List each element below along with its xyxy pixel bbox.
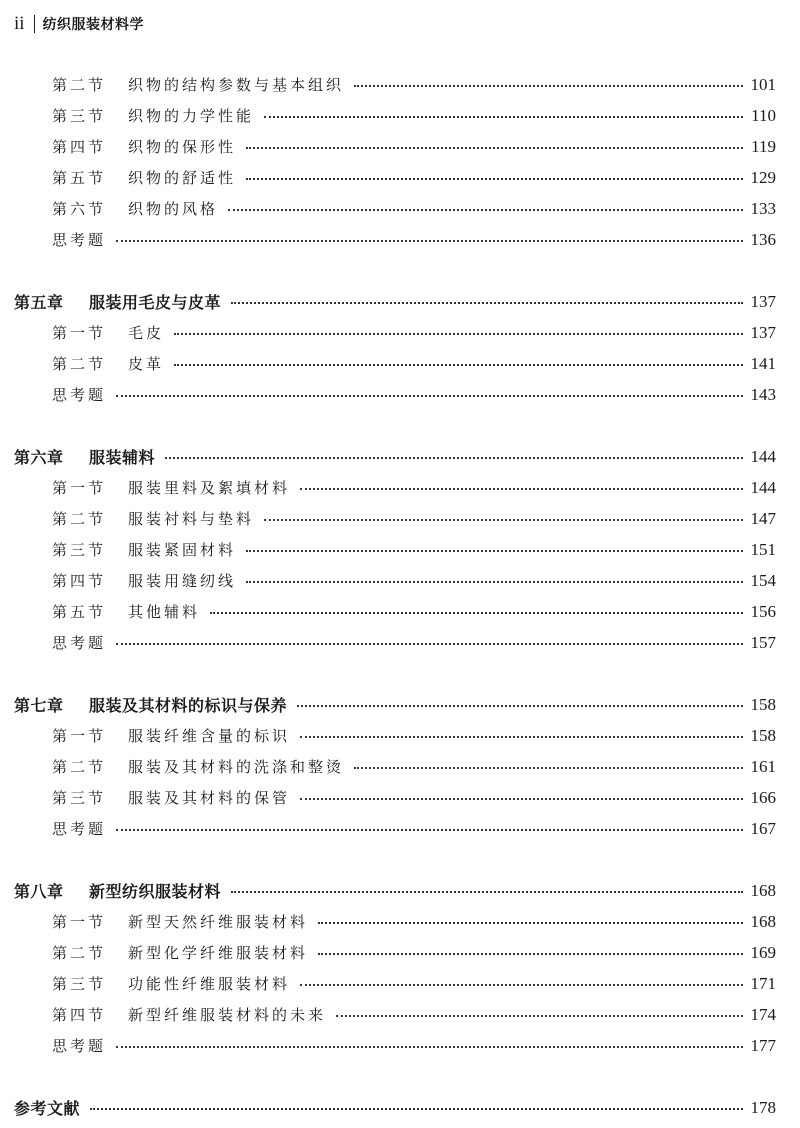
dot-leader [264,116,743,118]
section-number: 第一节 [52,913,107,931]
toc-entry-label [0,693,287,716]
toc-section-entry[interactable] [0,472,800,503]
toc-page-number: 137 [750,291,776,311]
toc-entry-label [0,508,254,529]
toc-entry-label [0,167,236,188]
section-number: 第一节 [52,727,107,745]
section-number: 第四节 [52,1006,107,1024]
toc-entry-label [0,539,236,560]
toc-entry-label [0,818,106,839]
section-number: 第一节 [52,324,107,342]
toc-page-number: 174 [750,1004,776,1024]
section-title: 服装及其材料的洗涤和整烫 [128,758,345,776]
dot-leader [246,147,743,149]
dot-leader [165,457,742,459]
section-title: 思考题 [52,1037,107,1055]
toc-chapter-entry[interactable] [0,875,800,906]
toc-section-entry[interactable] [0,782,800,813]
toc-chapter-entry[interactable] [0,1092,800,1123]
toc-page-number: 147 [750,508,776,528]
section-title: 思考题 [52,231,107,249]
section-number: 第四节 [52,572,107,590]
section-title: 新型纤维服装材料的未来 [128,1006,327,1024]
toc-section-entry[interactable] [0,906,800,937]
toc-page-number: 129 [750,167,776,187]
dot-leader [246,581,742,583]
running-header [14,11,144,37]
section-title: 思考题 [52,386,107,404]
section-title: 织物的舒适性 [128,169,237,187]
toc-entry-label [0,756,344,777]
section-title: 其他辅料 [128,603,201,621]
toc-section-entry[interactable] [0,348,800,379]
section-number: 第六节 [52,200,107,218]
toc-page-number: 168 [750,911,776,931]
toc-entry-label [0,198,218,219]
toc-section-entry[interactable] [0,100,800,131]
dot-leader [116,829,742,831]
toc-entry-label [0,136,236,157]
toc-section-entry[interactable] [0,627,800,658]
toc-page-number: 119 [751,136,776,156]
section-title: 皮革 [128,355,165,373]
section-number: 第二节 [52,510,107,528]
toc-section-entry[interactable] [0,534,800,565]
toc-entry-label [0,353,164,374]
toc-section-entry[interactable] [0,565,800,596]
toc-page-number: 158 [750,725,776,745]
section-number: 第三节 [52,107,107,125]
toc-section-entry[interactable] [0,813,800,844]
dot-leader [300,798,742,800]
section-title: 服装纤维含量的标识 [128,727,291,745]
toc-section-entry[interactable] [0,162,800,193]
toc-page-number: 171 [750,973,776,993]
toc-entry-label [0,973,290,994]
toc-section-entry[interactable] [0,69,800,100]
chapter-number: 第七章 [14,696,64,715]
toc-page-number: 154 [750,570,776,590]
section-title: 新型化学纤维服装材料 [128,944,309,962]
section-number: 第五节 [52,169,107,187]
dot-leader [318,922,742,924]
section-number: 第二节 [52,758,107,776]
section-title: 功能性纤维服装材料 [128,975,291,993]
dot-leader [264,519,742,521]
toc-section-entry[interactable] [0,720,800,751]
toc-entry-label [0,879,221,902]
toc-entry-label [0,1035,106,1056]
toc-page-number: 137 [750,322,776,342]
section-title: 织物的结构参数与基本组织 [128,76,345,94]
section-title: 服装里料及絮填材料 [128,479,291,497]
dot-leader [300,736,742,738]
toc-page-number: 166 [750,787,776,807]
chapter-title: 服装辅料 [89,448,156,467]
chapter-title: 服装用毛皮与皮革 [89,293,222,312]
dot-leader [90,1108,742,1110]
toc-page-number: 161 [750,756,776,776]
toc-page-number: 177 [750,1035,776,1055]
section-title: 服装及其材料的保管 [128,789,291,807]
dot-leader [116,1046,742,1048]
toc-section-entry[interactable] [0,379,800,410]
dot-leader [297,705,742,707]
toc-entry-label [0,105,254,126]
dot-leader [231,891,742,893]
section-title: 服装紧固材料 [128,541,237,559]
toc-entry-label [0,787,290,808]
toc-page-number: 169 [750,942,776,962]
chapter-number: 第六章 [14,448,64,467]
toc-entry-label [0,570,236,591]
section-title: 新型天然纤维服装材料 [128,913,309,931]
dot-leader [116,643,742,645]
toc-section-entry[interactable] [0,224,800,255]
toc-entry-label [0,229,106,250]
section-number: 第四节 [52,138,107,156]
chapter-title: 新型纺织服装材料 [89,882,222,901]
section-title: 思考题 [52,820,107,838]
toc-page-number: 178 [750,1097,776,1117]
section-number: 第三节 [52,975,107,993]
toc-section-entry[interactable] [0,131,800,162]
section-number: 第二节 [52,76,107,94]
dot-leader [116,395,742,397]
toc-section-entry[interactable] [0,751,800,782]
section-title: 服装衬料与垫料 [128,510,255,528]
dot-leader [246,550,742,552]
toc-page-number: 144 [750,477,776,497]
toc-entry-label [0,911,308,932]
dot-leader [228,209,742,211]
dot-leader [174,333,742,335]
toc-entry-label [0,1096,80,1119]
toc-page-number: 133 [750,198,776,218]
toc-page-number: 151 [750,539,776,559]
toc-page-number: 156 [750,601,776,621]
toc-section-entry[interactable] [0,999,800,1030]
toc-section-entry[interactable] [0,968,800,999]
chapter-title: 服装及其材料的标识与保养 [89,696,288,715]
toc-page-number: 168 [750,880,776,900]
toc-page-number: 143 [750,384,776,404]
toc-page-number: 157 [750,632,776,652]
dot-leader [174,364,742,366]
dot-leader [300,984,742,986]
section-title: 织物的力学性能 [128,107,255,125]
dot-leader [116,240,742,242]
section-number: 第三节 [52,789,107,807]
toc-page-number: 158 [750,694,776,714]
toc-section-entry[interactable] [0,596,800,627]
toc-page-number: 144 [750,446,776,466]
chapter-title: 参考文献 [14,1099,81,1118]
dot-leader [354,85,742,87]
dot-leader [300,488,742,490]
section-number: 第二节 [52,944,107,962]
page-number: ii [14,13,25,34]
section-number: 第一节 [52,479,107,497]
chapter-number: 第五章 [14,293,64,312]
chapter-number: 第八章 [14,882,64,901]
toc-entry-label [0,384,106,405]
toc-section-entry[interactable] [0,1030,800,1061]
toc-chapter-entry[interactable] [0,286,800,317]
dot-leader [354,767,742,769]
dot-leader [210,612,742,614]
toc-chapter-entry[interactable] [0,689,800,720]
section-number: 第三节 [52,541,107,559]
toc-section-entry[interactable] [0,193,800,224]
toc-section-entry[interactable] [0,317,800,348]
toc-chapter-entry[interactable] [0,441,800,472]
section-title: 思考题 [52,634,107,652]
header-divider [34,15,35,33]
toc-entry-label [0,942,308,963]
dot-leader [231,302,742,304]
toc-entry-label [0,477,290,498]
toc-page-number: 101 [750,74,776,94]
toc-page-number: 110 [751,105,776,125]
dot-leader [246,178,742,180]
toc-page-number: 167 [750,818,776,838]
section-title: 毛皮 [128,324,165,342]
section-title: 织物的保形性 [128,138,237,156]
toc-entry-label [0,322,164,343]
dot-leader [336,1015,742,1017]
toc-entry-label [0,725,290,746]
book-title: 纺织服装材料学 [42,17,145,33]
toc-entry-label [0,1004,326,1025]
section-title: 服装用缝纫线 [128,572,237,590]
dot-leader [318,953,742,955]
toc-entry-label [0,632,106,653]
toc-entry-label [0,74,344,95]
toc-page-number: 136 [750,229,776,249]
toc-section-entry[interactable] [0,503,800,534]
section-number: 第二节 [52,355,107,373]
toc-page-number: 141 [750,353,776,373]
section-number: 第五节 [52,603,107,621]
toc-section-entry[interactable] [0,937,800,968]
section-title: 织物的风格 [128,200,219,218]
toc-entry-label [0,601,200,622]
toc-entry-label [0,290,221,313]
toc-entry-label [0,445,155,468]
